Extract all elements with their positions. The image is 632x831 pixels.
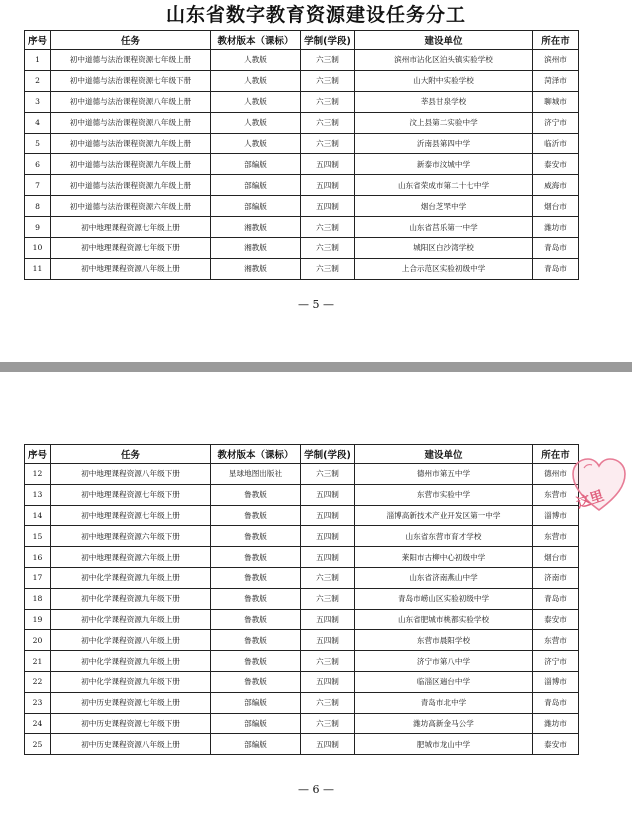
cell-textbook: 鲁教版 <box>211 651 301 672</box>
table-header-row <box>25 31 579 50</box>
cell-unit: 淄博高新技术产业开发区第一中学 <box>355 505 533 526</box>
table-row <box>25 651 579 672</box>
header-textbook: 教材版本（课标） <box>211 445 301 464</box>
cell-textbook: 部编版 <box>211 734 301 755</box>
cell-textbook: 湘教版 <box>211 238 301 259</box>
table-row <box>25 484 579 505</box>
cell-textbook: 部编版 <box>211 196 301 217</box>
cell-textbook: 鲁教版 <box>211 547 301 568</box>
cell-unit: 德州市第五中学 <box>355 464 533 485</box>
cell-system: 六三制 <box>301 70 355 91</box>
cell-system: 六三制 <box>301 112 355 133</box>
header-unit: 建设单位 <box>355 445 533 464</box>
cell-index: 16 <box>25 547 51 568</box>
cell-task: 初中道德与法治课程资源七年级下册 <box>51 70 211 91</box>
cell-city: 东营市 <box>533 630 579 651</box>
cell-textbook: 湘教版 <box>211 217 301 238</box>
cell-index: 13 <box>25 484 51 505</box>
header-task: 任务 <box>51 445 211 464</box>
cell-unit: 济宁市第八中学 <box>355 651 533 672</box>
cell-city: 青岛市 <box>533 238 579 259</box>
cell-index: 8 <box>25 196 51 217</box>
cell-task: 初中化学课程资源八年级上册 <box>51 630 211 651</box>
table-row <box>25 505 579 526</box>
cell-task: 初中历史课程资源七年级上册 <box>51 692 211 713</box>
cell-index: 15 <box>25 526 51 547</box>
table-row <box>25 526 579 547</box>
cell-unit: 山东省荣成市第二十七中学 <box>355 175 533 196</box>
cell-system: 五四制 <box>301 609 355 630</box>
cell-index: 5 <box>25 133 51 154</box>
table-row <box>25 734 579 755</box>
table-row <box>25 630 579 651</box>
table-row <box>25 713 579 734</box>
cell-system: 五四制 <box>301 734 355 755</box>
cell-system: 五四制 <box>301 154 355 175</box>
cell-city: 济宁市 <box>533 112 579 133</box>
cell-unit: 烟台芝罘中学 <box>355 196 533 217</box>
page-separator <box>0 362 632 372</box>
cell-city: 东营市 <box>533 484 579 505</box>
cell-city: 泰安市 <box>533 609 579 630</box>
cell-city: 济宁市 <box>533 651 579 672</box>
cell-system: 六三制 <box>301 588 355 609</box>
cell-unit: 东营市实验中学 <box>355 484 533 505</box>
cell-city: 烟台市 <box>533 547 579 568</box>
table-row <box>25 217 579 238</box>
sticker-label: 这里 <box>574 488 607 512</box>
cell-unit: 肥城市龙山中学 <box>355 734 533 755</box>
cell-task: 初中道德与法治课程资源六年级上册 <box>51 196 211 217</box>
document-title: 山东省数字教育资源建设任务分工 <box>165 4 466 26</box>
cell-city: 淄博市 <box>533 505 579 526</box>
table-row <box>25 133 579 154</box>
cell-task: 初中化学课程资源九年级下册 <box>51 671 211 692</box>
cell-city: 威海市 <box>533 175 579 196</box>
page-number: — 5 — <box>298 298 334 311</box>
cell-textbook: 部编版 <box>211 713 301 734</box>
cell-index: 25 <box>25 734 51 755</box>
cell-task: 初中地理课程资源六年级上册 <box>51 547 211 568</box>
cell-unit: 滨州市沾化区泊头镇实验学校 <box>355 50 533 71</box>
cell-city: 烟台市 <box>533 196 579 217</box>
cell-index: 23 <box>25 692 51 713</box>
cell-index: 24 <box>25 713 51 734</box>
table-header-row <box>25 445 579 464</box>
cell-index: 4 <box>25 112 51 133</box>
cell-unit: 上合示范区实验初级中学 <box>355 258 533 279</box>
cell-textbook: 部编版 <box>211 175 301 196</box>
page-number: — 6 — <box>298 783 334 796</box>
cell-city: 济南市 <box>533 567 579 588</box>
cell-task: 初中地理课程资源六年级下册 <box>51 526 211 547</box>
cell-city: 临沂市 <box>533 133 579 154</box>
cell-unit: 山大附中实验学校 <box>355 70 533 91</box>
cell-index: 20 <box>25 630 51 651</box>
cell-index: 7 <box>25 175 51 196</box>
cell-index: 2 <box>25 70 51 91</box>
cell-index: 11 <box>25 258 51 279</box>
cell-system: 六三制 <box>301 567 355 588</box>
cell-task: 初中化学课程资源九年级下册 <box>51 588 211 609</box>
cell-unit: 山东省肥城市桃都实验学校 <box>355 609 533 630</box>
cell-system: 六三制 <box>301 651 355 672</box>
table-row <box>25 70 579 91</box>
cell-index: 12 <box>25 464 51 485</box>
cell-city: 淄博市 <box>533 671 579 692</box>
cell-task: 初中化学课程资源九年级上册 <box>51 567 211 588</box>
table-row <box>25 547 579 568</box>
cell-system: 六三制 <box>301 217 355 238</box>
cell-city: 潍坊市 <box>533 217 579 238</box>
cell-system: 六三制 <box>301 258 355 279</box>
cell-textbook: 部编版 <box>211 154 301 175</box>
cell-unit: 沂南县第四中学 <box>355 133 533 154</box>
header-system: 学制(学段) <box>301 445 355 464</box>
cell-index: 3 <box>25 91 51 112</box>
cell-textbook: 鲁教版 <box>211 671 301 692</box>
cell-index: 6 <box>25 154 51 175</box>
cell-textbook: 人教版 <box>211 112 301 133</box>
cell-system: 六三制 <box>301 133 355 154</box>
cell-system: 五四制 <box>301 196 355 217</box>
cell-city: 菏泽市 <box>533 70 579 91</box>
cell-task: 初中道德与法治课程资源九年级上册 <box>51 175 211 196</box>
cell-textbook: 人教版 <box>211 50 301 71</box>
cell-unit: 山东省济南燕山中学 <box>355 567 533 588</box>
cell-index: 10 <box>25 238 51 259</box>
table-row <box>25 175 579 196</box>
cell-index: 14 <box>25 505 51 526</box>
cell-task: 初中地理课程资源七年级上册 <box>51 505 211 526</box>
cell-task: 初中地理课程资源八年级下册 <box>51 464 211 485</box>
cell-task: 初中化学课程资源九年级上册 <box>51 651 211 672</box>
cell-system: 五四制 <box>301 505 355 526</box>
cell-index: 21 <box>25 651 51 672</box>
cell-city: 滨州市 <box>533 50 579 71</box>
table-row <box>25 154 579 175</box>
cell-system: 六三制 <box>301 238 355 259</box>
document-page-6 <box>0 372 632 831</box>
header-index: 序号 <box>25 31 51 50</box>
cell-city: 青岛市 <box>533 692 579 713</box>
cell-textbook: 鲁教版 <box>211 484 301 505</box>
cell-index: 18 <box>25 588 51 609</box>
cell-task: 初中道德与法治课程资源九年级上册 <box>51 133 211 154</box>
cell-unit: 潍坊高新金马公学 <box>355 713 533 734</box>
table-row <box>25 692 579 713</box>
cell-unit: 临淄区遄台中学 <box>355 671 533 692</box>
cell-unit: 山东省东营市育才学校 <box>355 526 533 547</box>
cell-system: 五四制 <box>301 526 355 547</box>
cell-unit: 青岛市北中学 <box>355 692 533 713</box>
cell-textbook: 鲁教版 <box>211 567 301 588</box>
header-index: 序号 <box>25 445 51 464</box>
cell-index: 22 <box>25 671 51 692</box>
cell-system: 六三制 <box>301 50 355 71</box>
cell-textbook: 人教版 <box>211 133 301 154</box>
header-textbook: 教材版本（课标） <box>211 31 301 50</box>
cell-system: 五四制 <box>301 630 355 651</box>
cell-textbook: 鲁教版 <box>211 505 301 526</box>
header-city: 所在市 <box>533 445 579 464</box>
cell-system: 五四制 <box>301 547 355 568</box>
cell-task: 初中地理课程资源七年级上册 <box>51 217 211 238</box>
cell-textbook: 部编版 <box>211 692 301 713</box>
cell-task: 初中历史课程资源八年级上册 <box>51 734 211 755</box>
table-row <box>25 238 579 259</box>
cell-unit: 莘县甘泉学校 <box>355 91 533 112</box>
table-row <box>25 567 579 588</box>
cell-city: 聊城市 <box>533 91 579 112</box>
table-row <box>25 609 579 630</box>
cell-city: 青岛市 <box>533 258 579 279</box>
cell-unit: 新泰市汶城中学 <box>355 154 533 175</box>
cell-textbook: 湘教版 <box>211 258 301 279</box>
cell-unit: 山东省莒乐第一中学 <box>355 217 533 238</box>
table-row <box>25 196 579 217</box>
cell-system: 五四制 <box>301 175 355 196</box>
cell-system: 六三制 <box>301 713 355 734</box>
cell-textbook: 人教版 <box>211 70 301 91</box>
table-row <box>25 671 579 692</box>
cell-task: 初中道德与法治课程资源八年级上册 <box>51 91 211 112</box>
cell-unit: 东营市晨阳学校 <box>355 630 533 651</box>
cell-city: 东营市 <box>533 526 579 547</box>
table-row <box>25 50 579 71</box>
cell-city: 青岛市 <box>533 588 579 609</box>
task-table-page-5 <box>24 30 579 280</box>
cell-system: 六三制 <box>301 464 355 485</box>
cell-task: 初中道德与法治课程资源八年级上册 <box>51 112 211 133</box>
cell-task: 初中地理课程资源八年级上册 <box>51 258 211 279</box>
cell-unit: 青岛市崂山区实验初级中学 <box>355 588 533 609</box>
cell-task: 初中化学课程资源九年级上册 <box>51 609 211 630</box>
cell-textbook: 鲁教版 <box>211 526 301 547</box>
cell-task: 初中道德与法治课程资源七年级上册 <box>51 50 211 71</box>
cell-unit: 莱阳市古柳中心初级中学 <box>355 547 533 568</box>
cell-system: 五四制 <box>301 484 355 505</box>
cell-city: 潍坊市 <box>533 713 579 734</box>
cell-unit: 城阳区白沙湾学校 <box>355 238 533 259</box>
table-row <box>25 91 579 112</box>
table-row <box>25 588 579 609</box>
cell-unit: 汶上县第二实验中学 <box>355 112 533 133</box>
table-row <box>25 112 579 133</box>
cell-city: 德州市 <box>533 464 579 485</box>
cell-index: 9 <box>25 217 51 238</box>
header-city: 所在市 <box>533 31 579 50</box>
cell-index: 17 <box>25 567 51 588</box>
table-row <box>25 464 579 485</box>
table-row <box>25 258 579 279</box>
header-task: 任务 <box>51 31 211 50</box>
cell-task: 初中地理课程资源七年级下册 <box>51 484 211 505</box>
cell-task: 初中历史课程资源七年级下册 <box>51 713 211 734</box>
cell-textbook: 鲁教版 <box>211 630 301 651</box>
cell-city: 泰安市 <box>533 734 579 755</box>
cell-textbook: 人教版 <box>211 91 301 112</box>
cell-system: 五四制 <box>301 671 355 692</box>
cell-index: 19 <box>25 609 51 630</box>
header-system: 学制(学段) <box>301 31 355 50</box>
cell-system: 六三制 <box>301 692 355 713</box>
cell-index: 1 <box>25 50 51 71</box>
cell-task: 初中地理课程资源七年级下册 <box>51 238 211 259</box>
header-unit: 建设单位 <box>355 31 533 50</box>
cell-task: 初中道德与法治课程资源九年级上册 <box>51 154 211 175</box>
document-page-5 <box>0 0 632 362</box>
task-table-page-6 <box>24 444 579 755</box>
cell-textbook: 鲁教版 <box>211 588 301 609</box>
cell-textbook: 星球地图出版社 <box>211 464 301 485</box>
cell-system: 六三制 <box>301 91 355 112</box>
cell-textbook: 鲁教版 <box>211 609 301 630</box>
cell-city: 泰安市 <box>533 154 579 175</box>
